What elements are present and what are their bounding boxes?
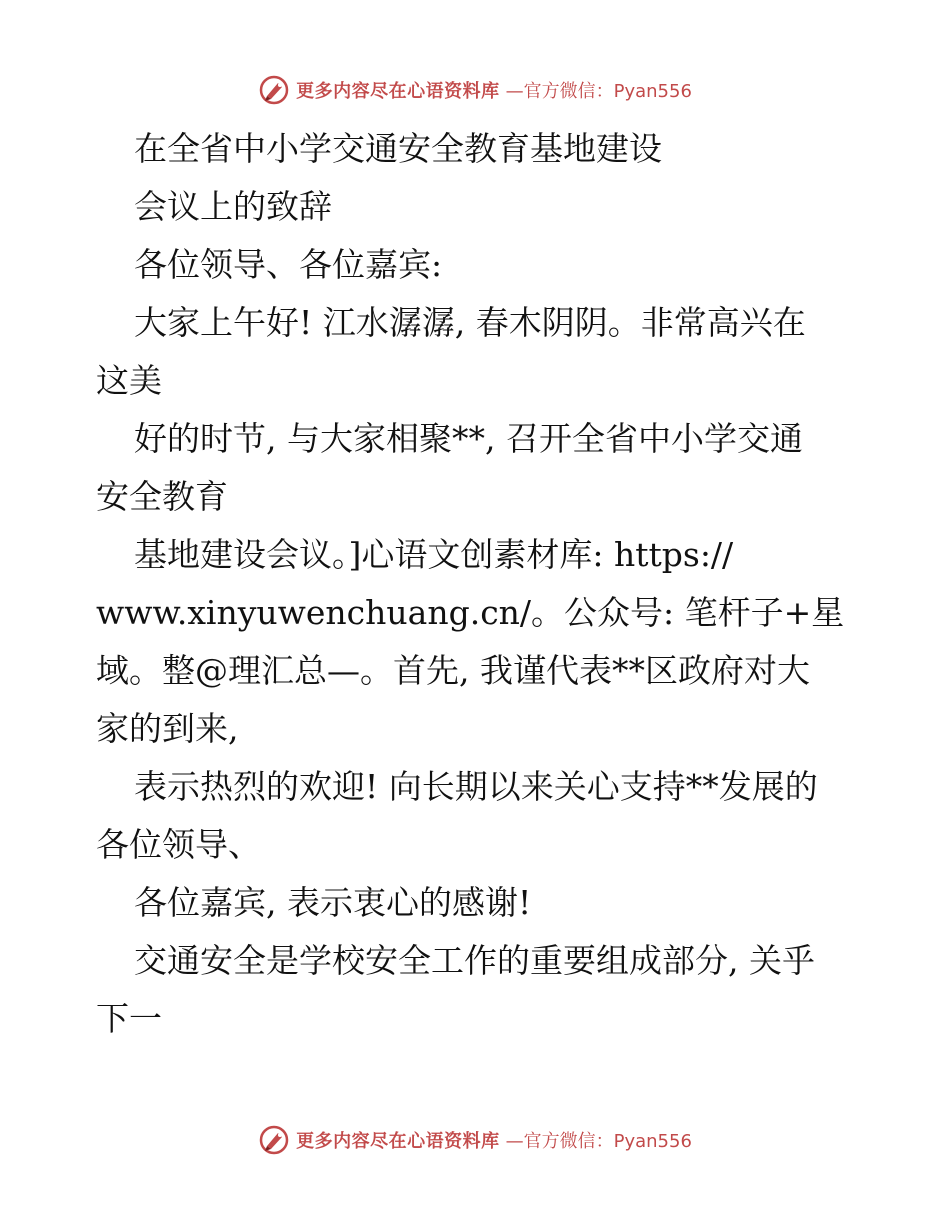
salutation: 各位领导、各位嘉宾: <box>134 245 443 284</box>
pen-logo-icon <box>258 74 290 106</box>
document-title-line-1: 在全省中小学交通安全教育基地建设 <box>134 129 662 168</box>
header-banner-content <box>258 74 692 106</box>
paragraph-line: 各位领导、 <box>96 825 261 864</box>
paragraph-line: 表示热烈的欢迎! 向长期以来关心支持**发展的 <box>134 767 818 806</box>
paragraph-line: 域。整@理汇总—。首先, 我谨代表**区政府对大 <box>96 651 810 690</box>
paragraph-line: 安全教育 <box>96 477 228 516</box>
header-banner-text: 更多内容尽在心语资料库 <box>296 81 500 102</box>
footer-banner-content <box>258 1124 692 1156</box>
footer-banner-suffix: —官方微信：Pyan556 <box>505 1131 692 1152</box>
pen-logo-icon <box>258 1124 290 1156</box>
header-banner <box>0 70 950 110</box>
paragraph-line: 各位嘉宾, 表示衷心的感谢! <box>134 883 532 922</box>
paragraph-line: 好的时节, 与大家相聚**, 召开全省中小学交通 <box>134 419 803 458</box>
paragraph-line: www.xinyuwenchuang.cn/。公众号: 笔杆子+星 <box>96 593 845 632</box>
footer-banner <box>0 1120 950 1160</box>
paragraph-line: 下一 <box>96 999 162 1038</box>
paragraph-line: 基地建设会议。]心语文创素材库: https:// <box>134 535 734 574</box>
document-body <box>96 120 856 1048</box>
paragraph-line: 大家上午好! 江水潺潺, 春木阴阴。非常高兴在 <box>134 303 806 342</box>
footer-banner-text: 更多内容尽在心语资料库 <box>296 1131 500 1152</box>
paragraph-line: 这美 <box>96 361 162 400</box>
header-banner-suffix: —官方微信：Pyan556 <box>505 81 692 102</box>
document-title-line-2: 会议上的致辞 <box>134 187 332 226</box>
paragraph-line: 交通安全是学校安全工作的重要组成部分, 关乎 <box>134 941 815 980</box>
paragraph-line: 家的到来, <box>96 709 239 748</box>
